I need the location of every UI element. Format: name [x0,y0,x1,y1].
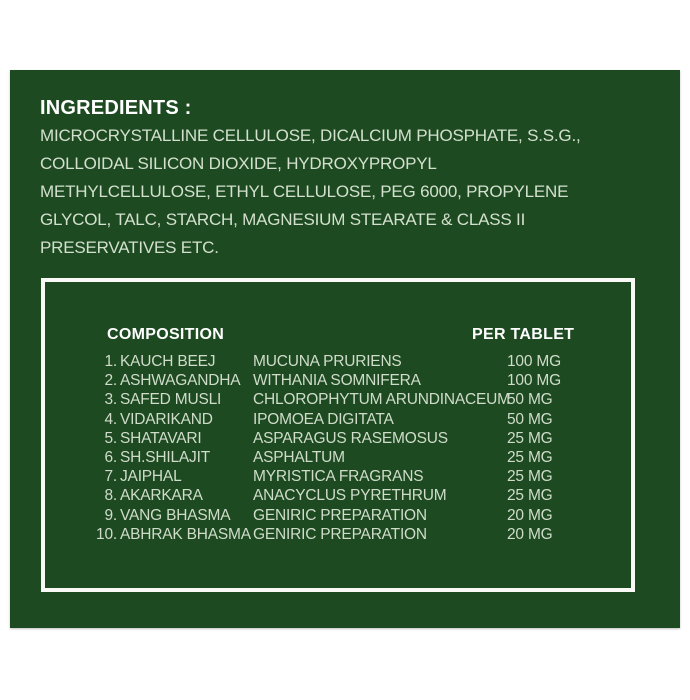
composition-box [41,278,635,592]
row-number: 2. [104,372,117,390]
amount-per-tablet: 20 MG [507,506,553,524]
composition-row [83,352,623,371]
composition-row [83,525,623,544]
botanical-name: CHLOROPHYTUM ARUNDINACEUM [253,391,510,409]
amount-per-tablet: 25 MG [507,468,553,486]
composition-table [83,352,623,544]
amount-per-tablet: 25 MG [507,449,553,467]
botanical-name: ASPHALTUM [253,449,345,467]
row-number: 5. [104,429,117,447]
ingredient-name: SHATAVARI [120,429,202,447]
ingredient-name: KAUCH BEEJ [120,353,216,370]
composition-row [83,467,623,486]
ingredient-name: ASHWAGANDHA [120,372,241,390]
composition-row [83,506,623,525]
per-tablet-heading: PER TABLET [472,326,575,343]
amount-per-tablet: 50 MG [507,391,553,409]
ingredient-name: VIDARIKAND [120,410,213,428]
row-number: 10. [96,525,117,543]
composition-row [83,390,623,409]
row-number: 8. [104,487,117,505]
composition-row [83,448,623,467]
botanical-name: WITHANIA SOMNIFERA [253,372,421,390]
ingredients-heading: INGREDIENTS : [40,97,192,119]
row-number: 6. [104,449,117,467]
ingredient-name: VANG BHASMA [120,506,231,524]
composition-row [83,429,623,448]
ingredient-name: SAFED MUSLI [120,391,222,409]
row-number: 3. [104,391,117,409]
ingredient-name: SH.SHILAJIT [120,449,210,467]
botanical-name: MUCUNA PRURIENS [253,353,402,370]
ingredients-line: METHYLCELLULOSE, ETHYL CELLULOSE, PEG 6000, PROPYLENE [40,182,569,201]
ingredients-line: PRESERVATIVES ETC. [40,238,219,257]
label-green-panel [10,70,680,628]
ingredients-line: COLLOIDAL SILICON DIOXIDE, HYDROXYPROPYL [40,154,437,173]
botanical-name: MYRISTICA FRAGRANS [253,468,424,486]
botanical-name: ASPARAGUS RASEMOSUS [253,429,448,447]
botanical-name: IPOMOEA DIGITATA [253,410,394,428]
row-number: 1. [104,353,117,370]
ingredients-line: GLYCOL, TALC, STARCH, MAGNESIUM STEARATE & CLASS II [40,210,526,229]
ingredients-paragraph [40,122,655,262]
composition-row [83,371,623,390]
row-number: 9. [104,506,117,524]
ingredient-name: AKARKARA [120,487,203,505]
amount-per-tablet: 100 MG [507,372,561,390]
ingredient-name: ABHRAK BHASMA [120,525,251,543]
row-number: 4. [104,410,117,428]
amount-per-tablet: 25 MG [507,487,553,505]
botanical-name: ANACYCLUS PYRETHRUM [253,487,447,505]
composition-heading: COMPOSITION [107,326,225,343]
amount-per-tablet: 25 MG [507,429,553,447]
composition-row [83,486,623,505]
amount-per-tablet: 20 MG [507,525,553,543]
ingredients-line: MICROCRYSTALLINE CELLULOSE, DICALCIUM PHOSPHATE, S.S.G., [40,126,581,145]
botanical-name: GENIRIC PREPARATION [253,525,427,543]
ingredient-name: JAIPHAL [120,468,182,486]
composition-row [83,410,623,429]
ingredients-section [40,94,655,262]
botanical-name: GENIRIC PREPARATION [253,506,427,524]
row-number: 7. [104,468,117,486]
amount-per-tablet: 100 MG [507,353,561,370]
amount-per-tablet: 50 MG [507,410,553,428]
